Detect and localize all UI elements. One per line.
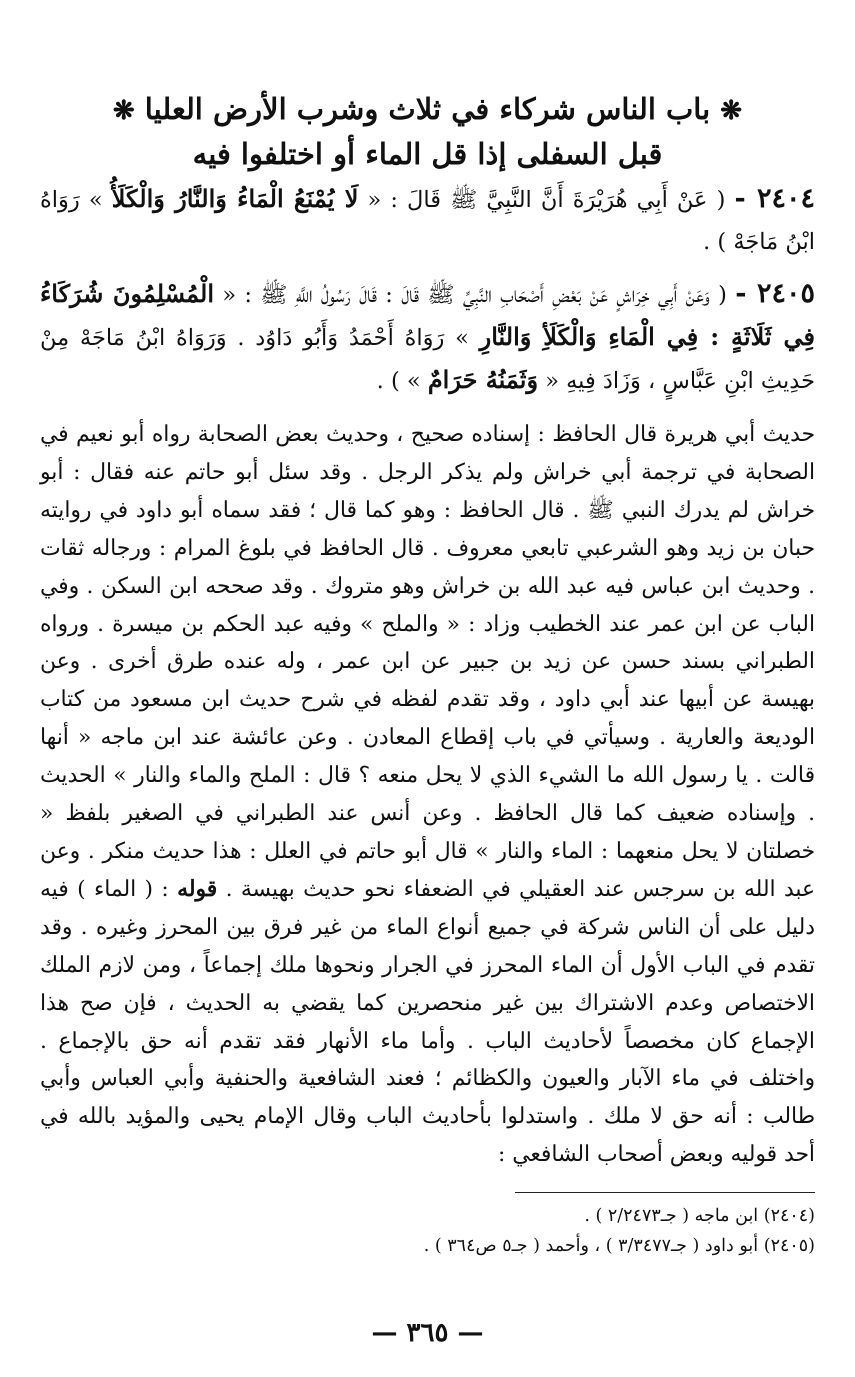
- hadith-intro: ( وَعَنْ أَبِي خِرَاشٍ عَنْ بَعْضِ أَصْحَابِ النَّبِيِّ ﷺ قَالَ : قَالَ رَسُولُ اللَّهِ ﷺ : «: [222, 282, 727, 308]
- commentary-text: : ( الماء ) فيه دليل على أن الناس شركة في جميع أنواع الماء من غير فرق بين المحرز وغيره . وقد تقدم في الباب الأول أن الماء المحرز في الجرار ونحوها ملك إجماعاً ، ومن لازم الملك الاختصاص وعدم الاشتراك بين غير منحصرين كما يقضي به الحديث ، فإن صح هذا الإجماع كان مخصصاً لأحاديث الباب . وأما ماء الأنهار فقد تقدم أنه حق بالإجماع . واختلف في ماء الآبار والعيون والكظائم ؛ فعند الشافعية والحنفية وأبي العباس وأبي طالب : أنه حق لا ملك . واستدلوا بأحاديث الباب وقال الإمام يحيى والمؤيد بالله في أحد قوليه وبعض أصحاب الشافعي :: [40, 876, 815, 1168]
- commentary: [40, 416, 815, 1174]
- footnote: (٢٤٠٤) ابن ماجه ( جـ٢/٢٤٧٣ ) .: [584, 1206, 815, 1227]
- chapter-title-line2: قبل السفلى إذا قل الماء أو اختلفوا فيه: [192, 137, 663, 171]
- ornament-star-icon: ❋: [112, 96, 135, 126]
- chapter-title: [40, 88, 815, 176]
- hadith-quote-addition: وَثَمَنُهُ حَرَامٌ: [427, 365, 539, 394]
- hadith-quote: الْمُسْلِمُونَ شُرَكَاءُ فِي ثَلَاثَةٍ : فِي الْمَاءِ وَالْكَلَأِ وَالنَّارِ: [40, 279, 815, 351]
- hadith-2404: [40, 178, 815, 263]
- hadith-number: ٢٤٠٥ -: [735, 278, 815, 309]
- hadith-outro: » ) .: [376, 368, 421, 394]
- ornament-star-icon: ❋: [720, 96, 743, 126]
- footnote-divider: [515, 1192, 815, 1193]
- commentary-text: حديث أبي هريرة قال الحافظ : إسناده صحيح ، وحديث بعض الصحابة رواه أبو نعيم في الصحابة في ترجمة أبي خراش ولم يذكر الرجل . وقد سئل أبو حاتم عنه فقال : أبو خراش لم يدرك النبي ﷺ . قال الحافظ : وهو كما قال ؛ فقد سماه أبو داود في روايته حبان بن زيد وهو الشرعبي تابعي معروف . قال الحافظ في بلوغ المرام : ورجاله ثقات . وحديث ابن عباس فيه عبد الله بن خراش وهو متروك . وقد صححه ابن السكن . وفي الباب عن ابن عمر عند الخطيب وزاد : « والملح » وفيه عبد الحكم بن ميسرة . ورواه الطبراني بسند حسن عن زيد بن جبير عن ابن عمر ، وله عنده طرق أخرى . وعن بهيسة عن أبيها عند أبي داود ، وقد تقدم لفظه في شرح حديث ابن مسعود من كتاب الوديعة والعارية . وسيأتي في باب إقطاع المعادن . وعن عائشة عند ابن ماجه « أنها قالت . يا رسول الله ما الشيء الذي لا يحل منعه ؟ قال : الملح والماء والنار » الحديث . وإسناده ضعيف كما قال الحافظ . وعن أنس عند الطبراني في الصغير بلفظ « خصلتان لا يحل منعهما : الماء والنار » قال أبو حاتم في العلل : هذا حديث منكر . وعن عبد الله بن سرجس عند العقيلي في الضعفاء نحو حديث بهيسة .: [40, 422, 815, 902]
- commentary-label: قوله: [177, 876, 218, 902]
- hadith-outro: » رَوَاهُ ابْنُ مَاجَهْ ) .: [40, 187, 815, 255]
- page-number: — ٣٦٥ —: [371, 1318, 484, 1348]
- footnotes: [40, 1201, 815, 1261]
- hadith-2405: [40, 273, 815, 402]
- hadith-quote: لَا يُمْنَعُ الْمَاءُ وَالنَّارُ وَالْكَلَأُ: [111, 184, 359, 213]
- hadith-middle: » رَوَاهُ أَحْمَدُ وَأَبُو دَاوُد . وَرَوَاهُ ابْنُ مَاجَهْ مِنْ حَدِيثِ ابْنِ عَبَّاسٍ ، وَزَادَ فِيهِ «: [40, 325, 815, 394]
- footnote: (٢٤٠٥) أبو داود ( جـ٣/٣٤٧٧ ) ، وأحمد ( جـ٥ ص٣٦٤ ) .: [423, 1236, 815, 1257]
- commentary-paragraph: [40, 416, 815, 1174]
- chapter-title-line1: باب الناس شركاء في ثلاث وشرب الأرض العليا: [144, 92, 711, 126]
- hadith-number: ٢٤٠٤ -: [734, 183, 816, 214]
- hadith-intro: ( عَنْ أَبِي هُرَيْرَةَ أَنَّ النَّبِيَّ ﷺ قَالَ : «: [367, 187, 726, 213]
